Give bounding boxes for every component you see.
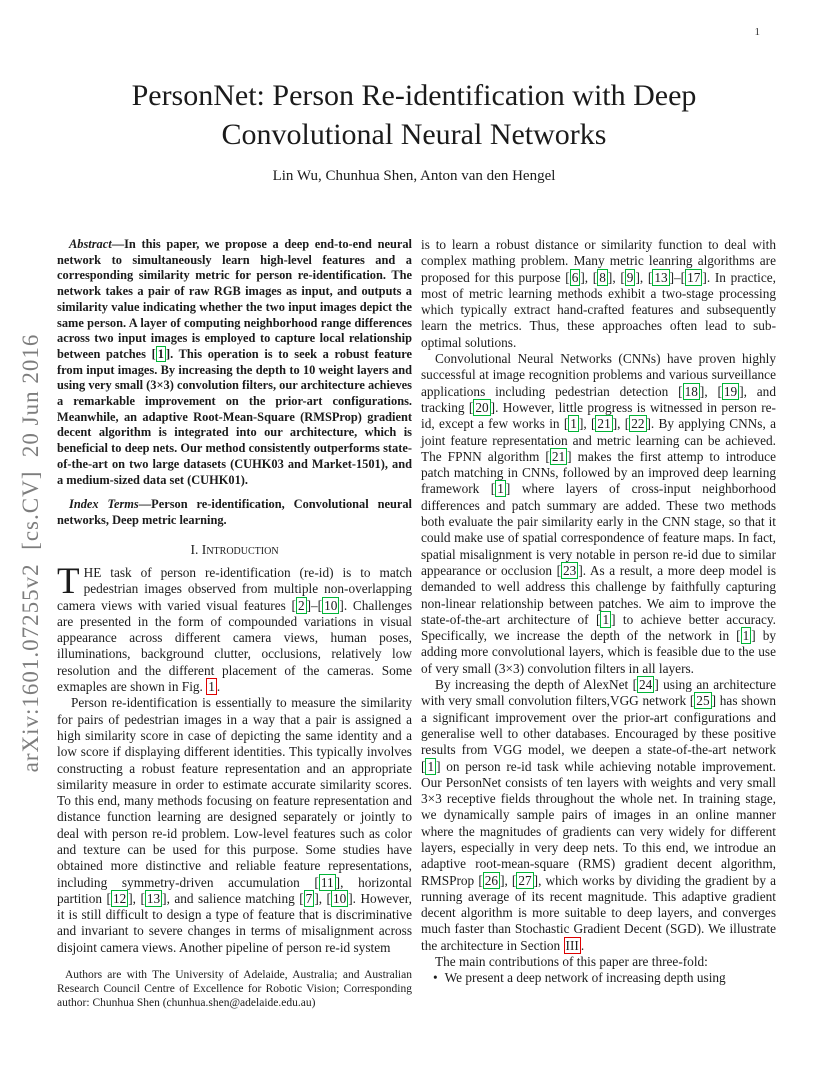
text-segment: By increasing the depth of AlexNet [: [435, 677, 638, 693]
text-segment: ], [: [635, 269, 653, 285]
citation-link[interactable]: 1: [602, 611, 610, 627]
paper-title: PersonNet: Person Re-identification with Deep Convolutional Neural Networks: [131, 79, 697, 151]
text-segment: ], [: [500, 872, 517, 888]
citation-link[interactable]: 1: [157, 346, 164, 361]
text-segment: ], [: [580, 269, 598, 285]
arxiv-stamp: arXiv:1601.07255v2 [cs.CV] 20 Jun 2016: [18, 333, 43, 773]
citation-link[interactable]: 1: [427, 758, 435, 774]
intro-paragraph-1-text: [57, 560, 412, 695]
text-segment: ], [: [607, 269, 625, 285]
citation-link[interactable]: 1: [570, 416, 577, 432]
internal-ref-link[interactable]: III: [565, 937, 579, 953]
section-number: I.: [190, 541, 199, 557]
citation-link[interactable]: 27: [518, 872, 532, 888]
citation-link[interactable]: 10: [332, 890, 347, 906]
citation-link[interactable]: 26: [484, 872, 499, 888]
citation-link[interactable]: 20: [475, 399, 489, 415]
text-segment: Person re-identification is essentially to measure the similarity for pairs of pedestrian images in a way that a pair is assigned a high similarity score in case of depicting the same identity and a low score if displaying different identities. This typically involves constructing a robust feature representation and an appropriate similarity measure in order to estimate accurate similarity scores. To this end, many methods focusing on feature representation and distance function learning are designed separately or jointly to deal with person re-id problem. Low-level features such as color and texture can be used for this purpose. Some studies have obtained more distinctive and reliable feature representations, including symmetry-driven accumulation [: [57, 695, 412, 890]
text-segment: —In this paper, we propose a deep end-to-end neural network to simultaneously learn high-level features and a corresponding similarity metric for person re-identification. The network takes a pair of raw RGB images as input, and outputs a similarity value indicating whether the two input images depict the same person. A layer of computing neighborhood range differences across two input images is employed to capture local relationship between patches [: [57, 237, 412, 361]
citation-link[interactable]: 11: [320, 874, 334, 890]
body-paragraph-continuation: [421, 237, 776, 351]
intro-paragraph-2: [57, 695, 412, 956]
page-number: 1: [754, 26, 760, 38]
text-segment: ]. In practice, most of metric learning methods exhibit a two-stage processing which typically extract hand-crafted features and subsequently learn the metrics. Thus, these approaches often lead to sub-optimal solutions.: [421, 269, 777, 350]
right-column: [421, 237, 776, 987]
citation-link[interactable]: 6: [571, 269, 579, 285]
citation-link[interactable]: 1: [497, 481, 504, 497]
text-segment: ], which works by dividing the gradient by a running average of its recent magnitude. This adaptive gradient decent algorithm is more suitable to deep layers, and converges much faster than Stochastic Gradient Decent (SGD). We illustrate the architecture in Section: [421, 872, 776, 953]
text-segment: ]. This operation is to seek a robust feature from input images. By increasing the depth to 10 weight layers and using very small (3×3) convolution filters, our architecture achieves a remarkable improvement on the prior-art configurations. Meanwhile, an adaptive Root-Mean-Square (RMSProp) gradient decent algorithm is integrated into our architecture, which is beneficial to deep nets. Our method consistently outperforms state-of-the-art on two large datasets (CUHK03 and Market-1501), and a medium-sized data set (CUHK01).: [57, 346, 412, 487]
body-paragraph-contributions: The main contributions of this paper are three-fold:: [435, 954, 708, 970]
text-segment: ]. However, it is still difficult to design a type of feature that is discriminative and invariant to severe changes in terms of misalignment across disjoint camera views. Another pipeline of person re-id system: [57, 890, 412, 955]
text-segment: ] by adding more convolutional layers, which is feasible due to the use of very small (3×3) convolution filters in all layers.: [421, 628, 776, 676]
text-segment: HE task of person re-identification (re-id) is to match pedestrian images observed from multiple non-overlapping camera views with varied visual features [: [57, 564, 412, 613]
text-segment: ]–[: [669, 269, 686, 285]
text-segment: ] using an architecture with very small convolution filters,VGG network [: [421, 677, 776, 709]
text-segment: Abstract: [69, 237, 112, 251]
citation-link[interactable]: 7: [305, 890, 313, 906]
text-segment: Convolutional Neural Networks (CNNs) have proven highly successful at image recognition problems and various surveillance applications including pedestrian detection [: [421, 351, 776, 399]
abstract-paragraph: [57, 237, 412, 488]
author-footnote: Authors are with The University of Adelaide, Australia; and Australian Research Council Centre of Excellence for Robotic Vision; Corresponding author: Chunhua Shen (chunhua.shen@adelaide.edu.au): [57, 969, 412, 1009]
internal-ref-link[interactable]: 1: [208, 679, 215, 695]
text-segment: ] has shown a significant improvement over the prior-art configurations and generalise well to other databases. Encouraged by these positive results from VGG model, we deepen a state-of-the-art network [: [421, 693, 776, 774]
bullet-text: We present a deep network of increasing depth using: [444, 970, 726, 986]
citation-link[interactable]: 21: [551, 448, 566, 464]
section-heading-introduction: [57, 542, 412, 558]
text-segment: is to learn a robust distance or similarity function to deal with complex mathing problem. Many metric leanring algorithms are proposed for this purpose [: [421, 237, 776, 285]
body-paragraph-cnn: [421, 351, 776, 677]
citation-link[interactable]: 10: [324, 597, 338, 613]
text-segment: .: [216, 679, 221, 695]
text-segment: ] on person re-id task while achieving notable improvement. Our PersonNet consists of ten layers with weights and very small 3×3 receptive fields throughout the whole net. In training stage, we dynamically sample pairs of images in an online manner where the magnitudes of gradients can very widely for different layers, especially in very deep nets. To this end, we introdue an adaptive root-mean-square (RMS) gradient decent algorithm, RMSProp [: [421, 758, 776, 888]
intro-paragraph-1: [57, 560, 412, 695]
left-column: [57, 237, 412, 1010]
citation-link[interactable]: 24: [639, 677, 653, 693]
citation-link[interactable]: 22: [631, 416, 645, 432]
text-segment: ] where layers of cross-input neighborhood differences and patch summary are added. These two methods both evaluate the pair similarity early in the CNN stage, so that it could make use of spatial correspondence of feature maps. In fact, spatial misalignment is very notable in person re-id due to similar appearance or occlusion [: [421, 481, 776, 578]
citation-link[interactable]: 9: [626, 269, 634, 285]
title-block: [0, 76, 828, 185]
text-segment: —Person re-identification, Convolutional neural networks, Deep metric learning.: [57, 497, 413, 527]
text-segment: ]. By applying CNNs, a joint feature representation and metric learning can be achieved. The FPNN algorithm [: [421, 416, 776, 464]
citation-link[interactable]: 8: [599, 269, 606, 285]
citation-link[interactable]: 25: [696, 693, 710, 709]
text-segment: ], and salience matching [: [162, 890, 304, 906]
text-segment: ], [: [578, 416, 596, 432]
body-paragraph-vgg: [421, 677, 776, 954]
drop-cap: T: [57, 560, 80, 602]
text-segment: .: [580, 937, 585, 953]
citation-link[interactable]: 2: [297, 597, 305, 613]
text-segment: ]. However, little progress is witnessed in person re-id, except a few works in [: [421, 399, 776, 432]
paper-authors: Lin Wu, Chunhua Shen, Anton van den Hengel: [272, 168, 556, 184]
citation-link[interactable]: 17: [687, 269, 701, 285]
citation-link[interactable]: 18: [684, 383, 698, 399]
text-segment: Index Terms: [69, 497, 139, 512]
citation-link[interactable]: 21: [597, 416, 611, 432]
text-segment: ] to achieve better accuracy. Specifically, we increase the depth of the network in [: [421, 611, 776, 644]
text-segment: ] makes the first attemp to introduce patch matching in CNNs, followed by an improved deep learning framework [: [421, 448, 776, 497]
citation-link[interactable]: 19: [723, 383, 738, 399]
text-segment: ]. Challenges are presented in the form of compounded variations in visual appearance across different camera views, human poses, illuminations, background clutter, occlusions, relatively low resolution and the different placement of the cameras. Some exmaples are shown in Fig.: [57, 597, 412, 695]
text-segment: ]–[: [306, 597, 323, 613]
text-segment: ], horizontal partition [: [57, 874, 412, 906]
citation-link[interactable]: 12: [112, 890, 127, 906]
text-segment: ], and tracking [: [421, 383, 776, 415]
citation-link[interactable]: 23: [563, 562, 577, 578]
text-segment: ]. As a result, a more deep model is demanded to well address this challenge by faithfully capturing non-linear relationship between patches. We aim to improve the state-of-the-art architecture of [: [421, 562, 776, 627]
text-segment: ], [: [314, 890, 331, 906]
section-title: Introduction: [201, 541, 279, 557]
citation-link[interactable]: 13: [146, 890, 161, 906]
text-segment: ], [: [612, 416, 630, 432]
citation-link[interactable]: 13: [654, 269, 668, 285]
text-segment: ], [: [128, 890, 145, 906]
bullet-list-item: [421, 970, 776, 986]
citation-link[interactable]: 1: [742, 628, 750, 644]
bullet-icon: •: [433, 970, 438, 986]
text-segment: ], [: [699, 383, 722, 399]
index-terms-paragraph: [57, 497, 412, 528]
